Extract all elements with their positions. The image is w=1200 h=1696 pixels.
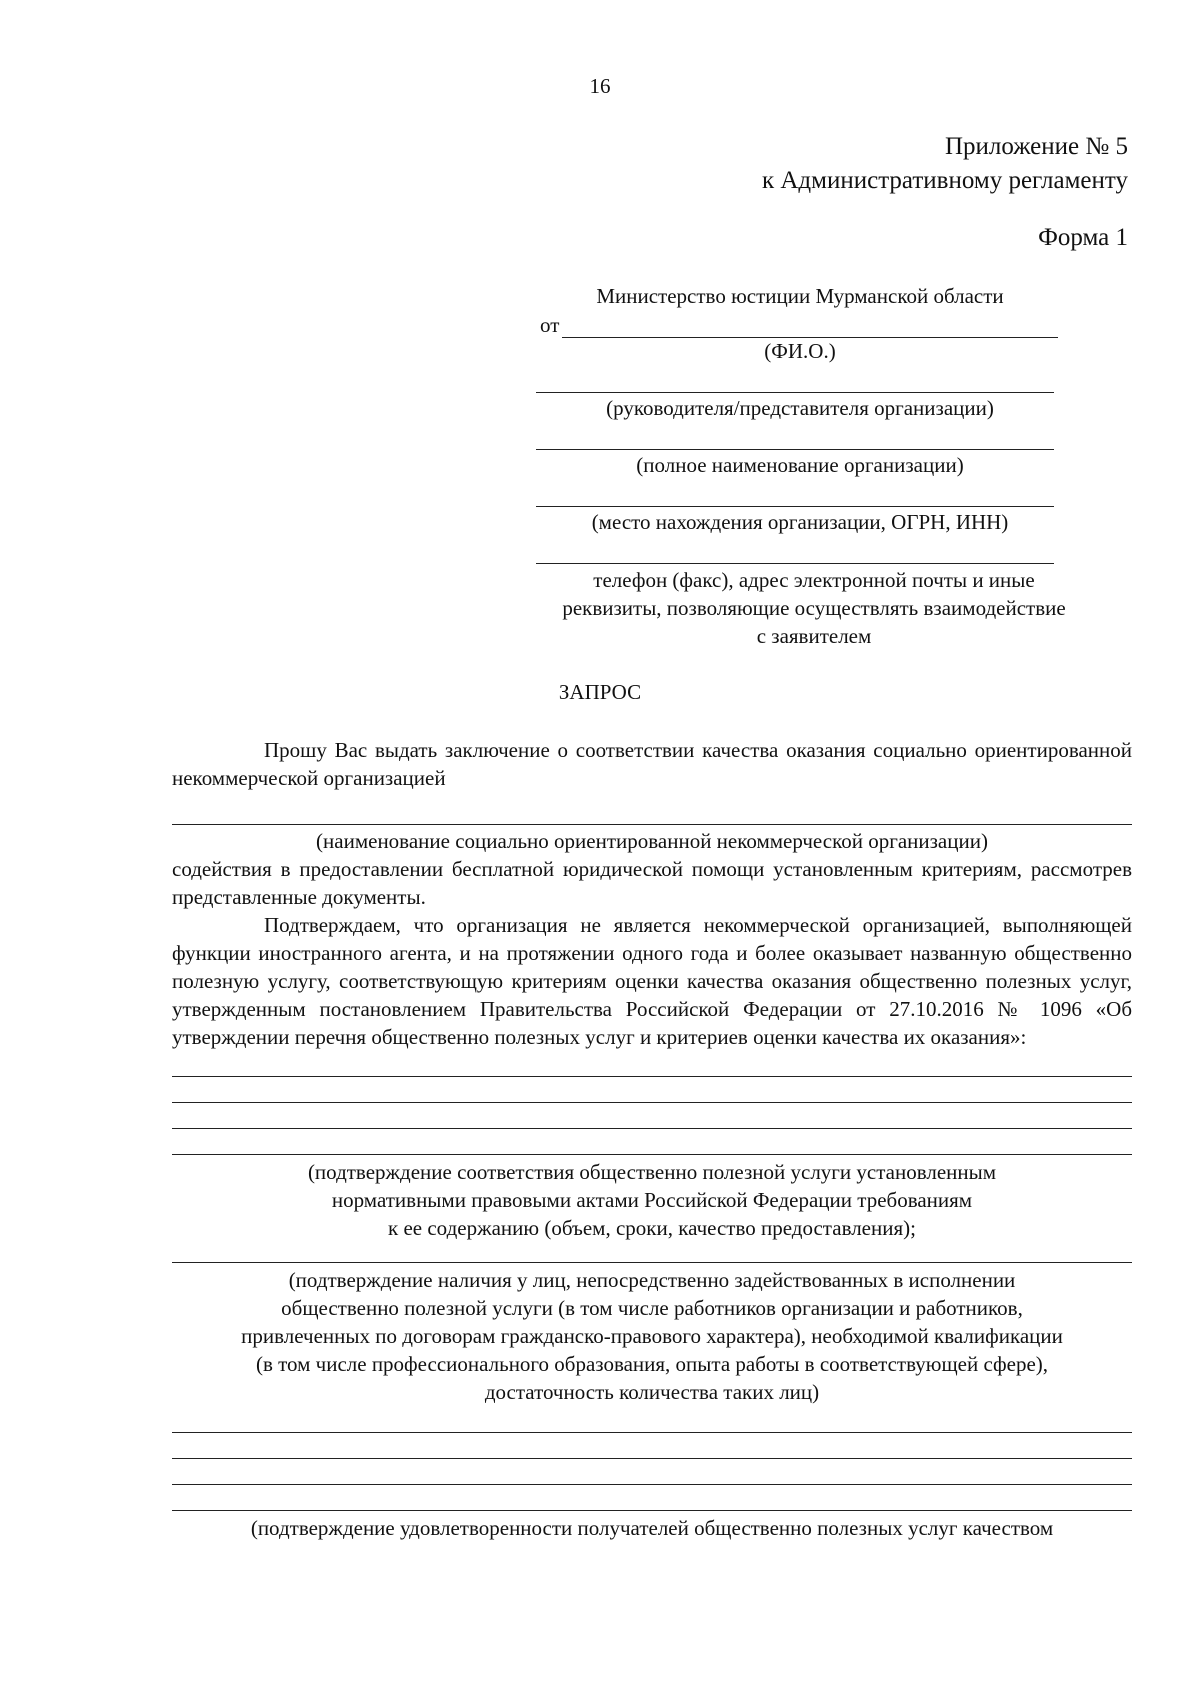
conformity-field-line[interactable] [172, 1103, 1132, 1129]
org-name-field-line[interactable] [536, 422, 1054, 450]
contacts-caption-line: реквизиты, позволяющие осуществлять взаимодействие [562, 596, 1066, 620]
addressee-recipient: Министерство юстиции Мурманской области [596, 284, 1004, 308]
conformity-caption-line: к ее содержанию (объем, сроки, качество предоставления); [388, 1216, 916, 1240]
conformity-field-line[interactable] [172, 1051, 1132, 1077]
conformity-caption [172, 1158, 1132, 1242]
request-paragraph: содействия в предоставлении бесплатной юридической помощи установленным критериям, рассмотрев представленные документы. [172, 857, 1132, 909]
satisfaction-caption: (подтверждение удовлетворенности получателей общественно полезных услуг качеством [250, 1516, 1054, 1540]
addressee-block [540, 283, 1100, 564]
staff-caption-line: общественно полезной услуги (в том числе работников организации и работников, [281, 1296, 1023, 1320]
conformity-field-line[interactable] [172, 1129, 1132, 1155]
appendix-reference: к Административному регламенту [761, 167, 1128, 194]
staff-caption-line: (подтверждение наличия у лиц, непосредственно задействованных в исполнении [288, 1268, 1016, 1292]
from-label: от [540, 313, 560, 337]
staff-caption-line: (в том числе профессионального образования, опыта работы в соответствующей сфере), [255, 1352, 1049, 1376]
staff-caption-line: привлеченных по договорам гражданско-правового характера), необходимой квалификации [241, 1324, 1063, 1348]
staff-caption [172, 1266, 1132, 1406]
from-row [540, 310, 1100, 338]
form-number: Форма 1 [1038, 224, 1128, 251]
document-heading: ЗАПРОС [558, 680, 642, 704]
confirmation-paragraph: Подтверждаем, что организация не является некоммерческой организацией, выполняющей функции иностранного агента, и на протяжении одного года и более оказывает названную общественно полезную услугу, соответствующую критериям оценки качества оказания общественно полезных услуг, утвержденным постановлением Правительства Российской Федерации от 27.10.2016 № 1096 «Об утверждении перечня общественно полезных услуг и критериев оценки качества их оказания»: [172, 913, 1132, 1049]
page-number: 16 [589, 74, 611, 98]
staff-caption-line: достаточность количества таких лиц) [484, 1380, 820, 1404]
satisfaction-field-line[interactable] [172, 1485, 1132, 1511]
satisfaction-field-line[interactable] [172, 1433, 1132, 1459]
request-body [172, 736, 1132, 1542]
request-paragraph: Прошу Вас выдать заключение о соответствии качества оказания социально ориентированной некоммерческой организацией [172, 738, 1132, 790]
org-name-field-line[interactable] [172, 792, 1132, 825]
conformity-caption-line: нормативными правовыми актами Российской Федерации требованиям [331, 1188, 973, 1212]
fio-caption: (ФИ.О.) [764, 339, 836, 363]
contacts-caption-line: телефон (факс), адрес электронной почты и иные [593, 568, 1035, 592]
head-caption: (руководителя/представителя организации) [606, 396, 994, 420]
appendix-number: Приложение № 5 [944, 133, 1128, 160]
location-field-line[interactable] [536, 479, 1054, 507]
contacts-field-line[interactable] [536, 536, 1054, 564]
satisfaction-field-line[interactable] [172, 1406, 1132, 1433]
staff-field-line[interactable] [172, 1242, 1132, 1263]
org-name-caption: (наименование социально ориентированной некоммерческой организации) [316, 829, 988, 853]
location-caption: (место нахождения организации, ОГРН, ИНН) [591, 510, 1009, 534]
contacts-caption [524, 566, 1104, 650]
org-name-caption: (полное наименование организации) [636, 453, 964, 477]
appendix-header [762, 130, 1128, 198]
conformity-caption-line: (подтверждение соответствия общественно полезной услуги установленным [307, 1160, 997, 1184]
head-field-line[interactable] [536, 365, 1054, 393]
contacts-caption-line: с заявителем [756, 624, 872, 648]
satisfaction-field-line[interactable] [172, 1459, 1132, 1485]
fio-field-line[interactable] [562, 317, 1058, 338]
conformity-field-line[interactable] [172, 1077, 1132, 1103]
